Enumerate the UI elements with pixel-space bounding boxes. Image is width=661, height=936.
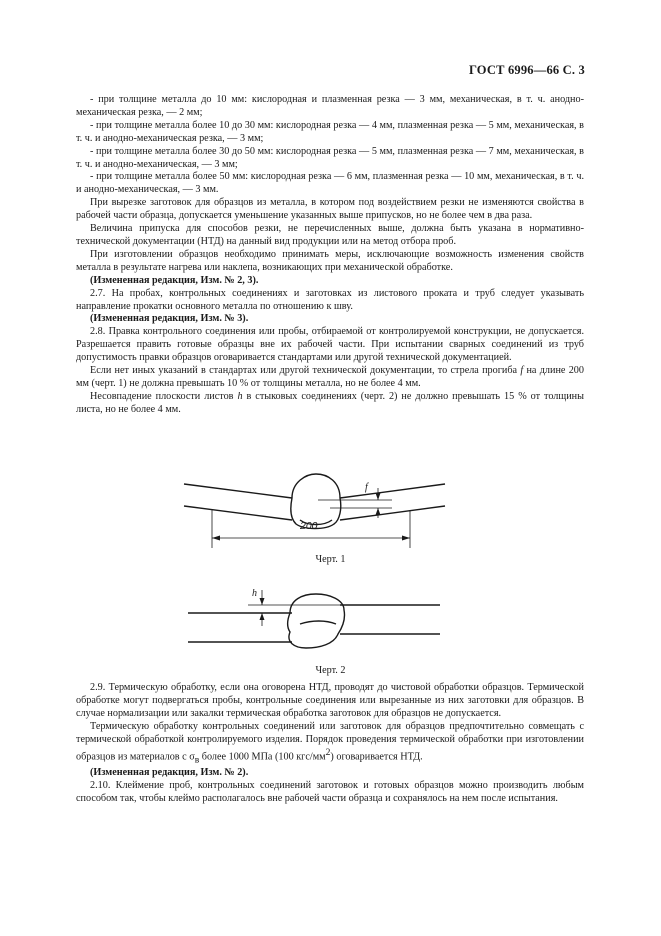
figure-1-caption: Черт. 1 xyxy=(315,554,346,565)
paragraph: - при толщине металла более 10 до 30 мм: кислородная резка — 4 мм, плазменная резка — 5 мм, механическая, в т. ч. и анодно-механическая резка, — 3 мм; xyxy=(76,119,584,144)
paragraph: - при толщине металла до 10 мм: кислородная и плазменная резка — 3 мм, механическая, в т. ч. анодно-механическая резка, — 2 мм; xyxy=(76,94,584,118)
unit-superscript: 2 xyxy=(325,746,331,758)
paragraph-2-10: 2.10. Клеймение проб, контрольных соединений заготовок и готовых образцов можно производить любым способом так, чтобы клеймо располагалось вне рабочей части образца и сохранялось на нем после испытания. xyxy=(76,779,584,804)
paragraph-2-9: 2.9. Термическую обработку, если она оговорена НТД, проводят до чистовой обработки образцов. Термической обработке могут подвергаться пробы, контрольные соединения или вырезанные из них заготовки для образцов. В случае нормализации или закалки термическая обработка заготовок для образцов не допускается. xyxy=(76,682,584,719)
figure-2-caption: Черт. 2 xyxy=(315,665,346,676)
text-run: в стыковых соединениях (черт. 2) не должно превышать 15 % от толщины листа, но не более 4 мм. xyxy=(76,390,584,415)
symbol-f: f xyxy=(520,365,524,377)
plate-left-top xyxy=(184,484,292,498)
paragraph: При изготовлении образцов необходимо принимать меры, исключающие возможность изменения свойств металла в результате нагрева или наклепа, возникающих при механической обработке. xyxy=(76,248,584,273)
f-label: f xyxy=(365,482,368,493)
text-run: Термическую обработку контрольных соединений или заготовок для образцов предпочтительно совмещать с термической обработкой контролируемого изделия. Порядок проведения термической обработки при изготовлении образцов из материалов с σ xyxy=(76,720,584,762)
paragraph: Величина припуска для способов резки, не перечисленных выше, должна быть указана в нормативно-технической документации (НТД) на данный вид продукции или на метод отбора проб. xyxy=(76,223,584,247)
figure-2-drawing xyxy=(0,580,661,660)
paragraph-shift xyxy=(76,391,584,417)
text-block-bottom xyxy=(76,682,584,806)
h-label: h xyxy=(252,588,257,599)
paragraph: - при толщине металла более 50 мм: кислородная резка — 6 мм, плазменная резка — 10 мм, механическая, в т. ч. и анодно-механическая, — 3 мм. xyxy=(76,171,584,196)
sigma-subscript: в xyxy=(194,753,200,765)
dim-arrow-left xyxy=(212,536,220,541)
paragraph: При вырезке заготовок для образцов из металла, в котором под воздействием резки не изменяются свойства в рабочей части образца, допускается уменьшение указанных выше припусков, но не более чем в два раза. xyxy=(76,197,584,222)
text-run: Если нет иных указаний в стандартах или другой технической документации, то стрела прогиба xyxy=(90,365,521,377)
paragraph-2-7: 2.7. На пробах, контрольных соединениях и заготовках из листового проката и труб следует указывать направление прокатки основного металла по отношению к шву. xyxy=(76,287,584,312)
dim-arrow-right xyxy=(402,536,410,541)
text-run: на длине 200 мм (черт. 1) не должна превышать 10 % от толщины металла, но не более 4 мм. xyxy=(76,365,584,389)
page-header: ГОСТ 6996—66 С. 3 xyxy=(468,63,585,77)
plate-right-top xyxy=(340,484,445,498)
plate-left-bottom xyxy=(184,506,292,520)
revision-note: (Измененная редакция, Изм. № 2). xyxy=(90,766,249,778)
h-arrow-top xyxy=(260,598,265,605)
f-arrow-bottom xyxy=(376,508,381,515)
figure-2 xyxy=(0,580,661,660)
paragraph-2-9-heat xyxy=(76,721,584,767)
h-arrow-bottom xyxy=(260,613,265,620)
text-run: ) оговаривается НТД. xyxy=(330,750,423,762)
paragraph-bend xyxy=(76,365,584,391)
f-arrow-top xyxy=(376,493,381,500)
paragraph: - при толщине металла более 30 до 50 мм: кислородная резка — 5 мм, плазменная резка — 7 мм, механическая, в т. ч. и анодно-механическая, — 3 мм; xyxy=(76,145,584,170)
text-block-top xyxy=(76,94,584,417)
text-run: Несовпадение плоскости листов xyxy=(90,390,238,402)
paragraph-2-8: 2.8. Правка контрольного соединения или пробы, отбираемой от контролируемой конструкции, не допускается. Разрешается править готовые образцы вне их рабочей части. При испытании сварных соединений из труб допустимость правки образцов оговаривается стандартами или другой технической документацией. xyxy=(76,326,584,364)
text-run: более 1000 МПа (100 кгс/мм xyxy=(199,750,326,762)
dim-label-200: 200 xyxy=(300,520,318,532)
revision-note: (Измененная редакция, Изм. № 2, 3). xyxy=(90,274,259,286)
symbol-h: h xyxy=(237,390,243,402)
weld-fusion xyxy=(300,621,336,624)
revision-note: (Измененная редакция, Изм. № 3). xyxy=(90,313,249,325)
